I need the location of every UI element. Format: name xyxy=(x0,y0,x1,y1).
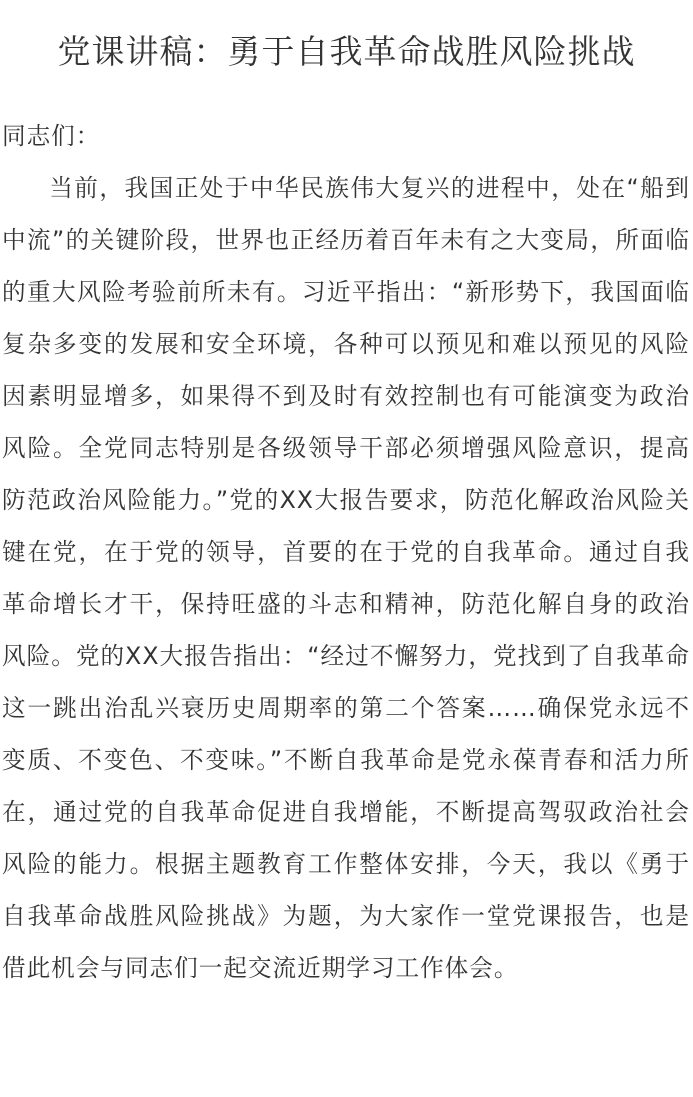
document-title: 党课讲稿：勇于自我革命战胜风险挑战 xyxy=(57,32,636,71)
body-paragraph: 当前，我国正处于中华民族伟大复兴的进程中，处在“船到中流”的关键阶段，世界也正经历着百年未有之大变局，所面临的重大风险考验前所未有。习近平指出：“新形势下，我国面临复杂多变的发展和安全环境，各种可以预见和难以预见的风险因素明显增多，如果得不到及时有效控制也有可能演变为政治风险。全党同志特别是各级领导干部必须增强风险意识，提高防范政治风险能力。”党的XX大报告要求，防范化解政治风险关键在党，在于党的领导，首要的在于党的自我革命。通过自我革命增长才干，保持旺盛的斗志和精神，防范化解自身的政治风险。党的XX大报告指出：“经过不懈努力，党找到了自我革命这一跳出治乱兴衰历史周期率的第二个答案……确保党永远不变质、不变色、不变味。”不断自我革命是党永葆青春和活力所在，通过党的自我革命促进自我增能，不断提高驾驭政治社会风险的能力。根据主题教育工作整体安排，今天，我以《勇于自我革命战胜风险挑战》为题，为大家作一堂党课报告，也是借此机会与同志们一起交流近期学习工作体会。 xyxy=(2,174,690,982)
salutation: 同志们： xyxy=(2,122,101,150)
document-body xyxy=(2,110,690,994)
